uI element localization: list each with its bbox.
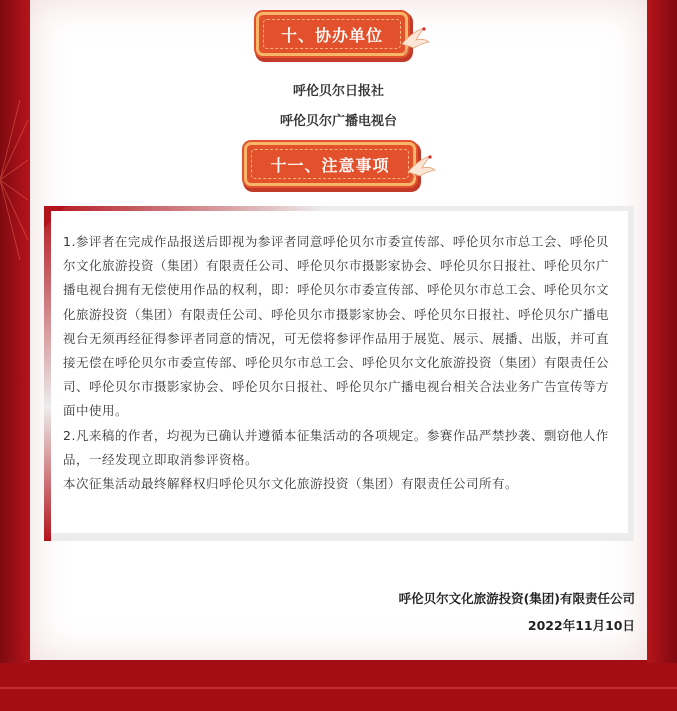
section-10-title: 十、协办单位 <box>280 25 383 45</box>
notice-paragraph-3: 本次征集活动最终解释权归呼伦贝尔文化旅游投资（集团）有限责任公司所有。 <box>63 476 519 492</box>
signature-organization: 呼伦贝尔文化旅游投资(集团)有限责任公司 <box>398 591 635 606</box>
section-11-badge <box>244 142 416 186</box>
notice-text <box>63 230 617 496</box>
section-10-badge <box>256 12 408 56</box>
coorganizer-2: 呼伦贝尔广播电视台 <box>279 114 397 129</box>
right-red-border <box>647 0 677 711</box>
signature-date: 2022年11月10日 <box>527 618 635 633</box>
notice-paragraph-2: 2.凡来稿的作者，均视为已确认并遵循本征集活动的各项规定。参赛作品严禁抄袭、剽窃他人作品，一经发现立即取消参评资格。 <box>63 427 609 467</box>
notice-paragraph-1: 1.参评者在完成作品报送后即视为参评者同意呼伦贝尔市委宣传部、呼伦贝尔市总工会、呼伦贝尔文化旅游投资（集团）有限责任公司、呼伦贝尔市摄影家协会、呼伦贝尔日报社、呼伦贝尔广播电视台拥有无偿使用作品的权利，即：呼伦贝尔市委宣传部、呼伦贝尔市总工会、呼伦贝尔文化旅游投资（集团）有限责任公司、呼伦贝尔市摄影家协会、呼伦贝尔日报社、呼伦贝尔广播电视台无须再经征得参评者同意的情况，可无偿将参评作品用于展览、展示、展播、出版，并可直接无偿在呼伦贝尔市委宣传部、呼伦贝尔市总工会、呼伦贝尔文化旅游投资（集团）有限责任公司、呼伦贝尔市摄影家协会、呼伦贝尔日报社、呼伦贝尔广播电视台相关合法业务广告宣传等方面中使用。 <box>63 234 610 419</box>
crane-icon <box>398 22 432 56</box>
crane-icon <box>404 150 438 184</box>
bottom-divider-line <box>0 687 677 689</box>
coorganizer-1: 呼伦贝尔日报社 <box>292 84 384 99</box>
notice-box-red-accent <box>44 206 51 541</box>
section-11-title: 十一、注意事项 <box>270 155 390 175</box>
